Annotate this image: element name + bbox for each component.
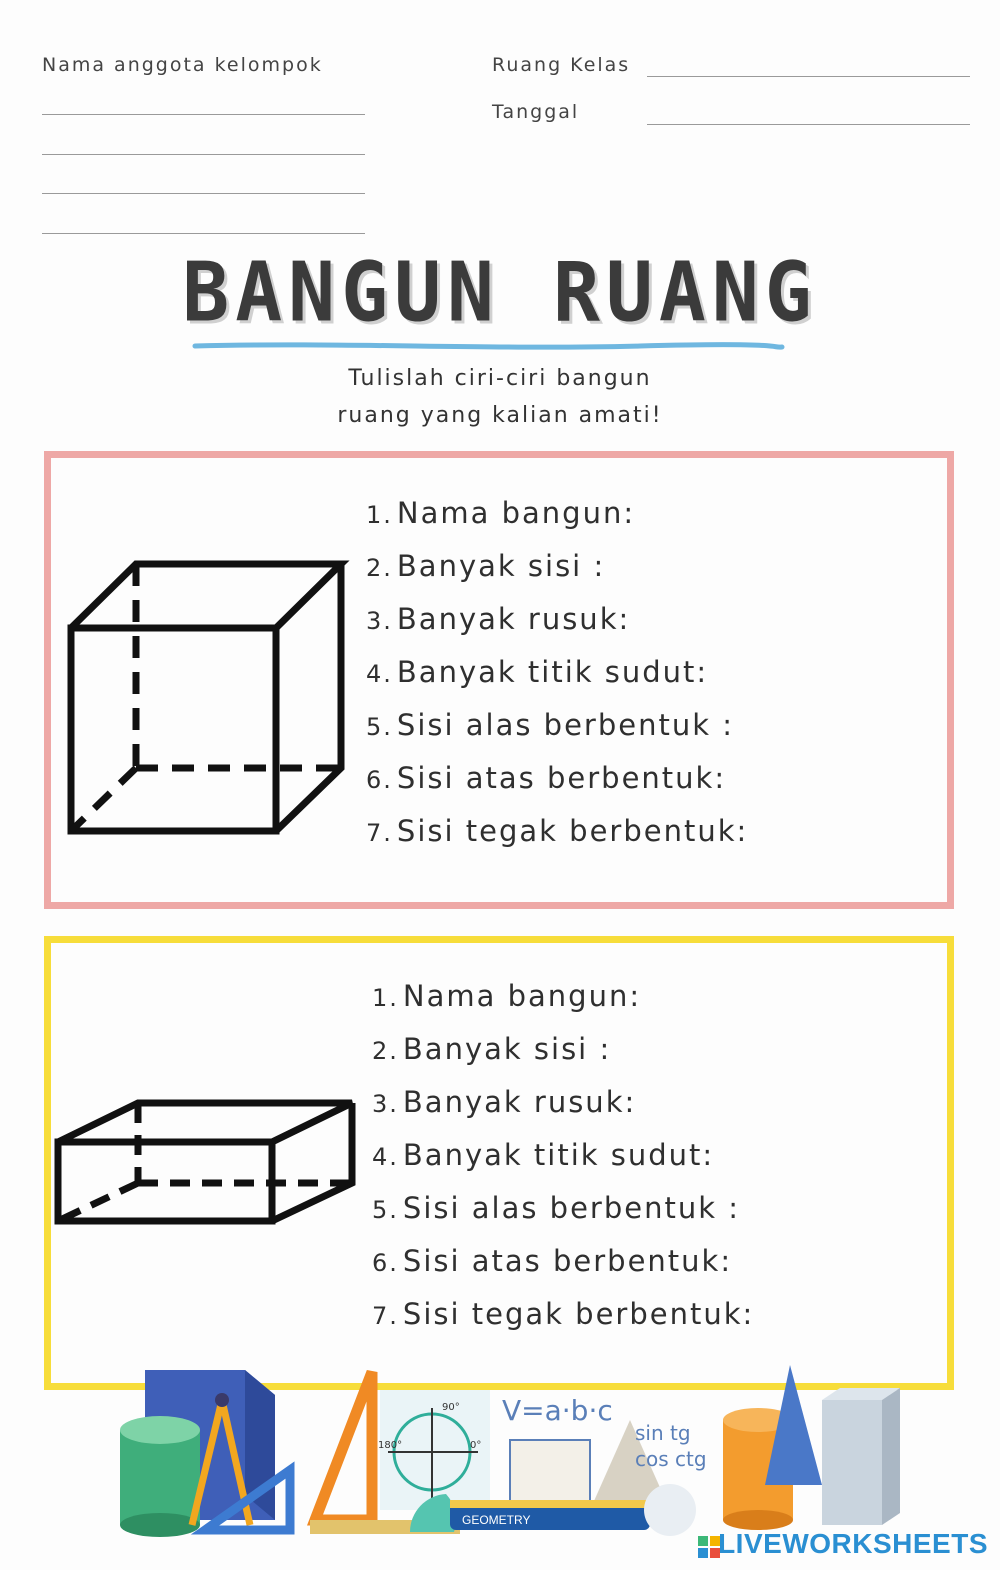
question-text: Banyak sisi : [396,549,606,583]
question-item [366,761,726,795]
member-line-3[interactable] [42,193,365,194]
trig-line-1: sin tg [635,1421,691,1445]
question-number: 6. [366,766,393,794]
question-text: Nama bangun: [396,496,636,530]
geometry-illustration [110,1360,910,1540]
question-text: Sisi tegak berbentuk: [396,814,749,848]
question-item [372,1191,740,1225]
question-item [372,1297,754,1331]
liveworksheets-logo-icon [698,1536,720,1558]
member-line-2[interactable] [42,154,365,155]
question-item [366,655,708,689]
question-number: 3. [372,1090,399,1118]
question-text: Sisi alas berbentuk : [396,708,735,742]
member-line-4[interactable] [42,233,365,234]
date-line[interactable] [647,124,970,125]
volume-formula: V=a·b·c [502,1394,613,1427]
svg-text:0°: 0° [470,1440,482,1451]
question-text: Banyak titik sudut: [396,655,709,689]
question-item [372,1244,732,1278]
svg-text:90°: 90° [442,1402,460,1413]
title-underline [190,338,790,358]
question-number: 4. [366,660,393,688]
group-members-label: Nama anggota kelompok [42,54,323,76]
question-item [366,814,748,848]
question-item [372,1138,714,1172]
question-item [366,708,734,742]
question-text: Sisi alas berbentuk : [402,1191,741,1225]
cube-drawing [60,550,360,850]
sphere-icon [644,1484,696,1536]
question-number: 2. [372,1037,399,1065]
instruction-line-1: Tulislah ciri-ciri bangun [348,366,652,391]
question-number: 5. [366,713,393,741]
member-line-1[interactable] [42,114,365,115]
svg-text:GEOMETRY: GEOMETRY [462,1513,531,1527]
page-title: BANGUN RUANG [182,245,818,341]
trig-line-2: cos ctg [635,1447,707,1471]
question-item [372,979,641,1013]
cuboid-drawing [50,1095,370,1235]
instruction-line-2: ruang yang kalian amati! [337,403,663,428]
classroom-line[interactable] [647,76,970,77]
question-number: 2. [366,554,393,582]
question-text: Banyak titik sudut: [402,1138,715,1172]
question-text: Sisi atas berbentuk: [396,761,727,795]
question-text: Banyak rusuk: [402,1085,637,1119]
classroom-label: Ruang Kelas [492,54,631,76]
question-number: 5. [372,1196,399,1224]
question-number: 7. [366,819,393,847]
question-item [372,1085,636,1119]
question-text: Banyak rusuk: [396,602,631,636]
gray-prism-icon [822,1400,882,1525]
question-text: Sisi atas berbentuk: [402,1244,733,1278]
triangle-ruler-icon [315,1372,372,1520]
question-number: 4. [372,1143,399,1171]
question-text: Banyak sisi : [402,1032,612,1066]
question-text: Sisi tegak berbentuk: [402,1297,755,1331]
green-cylinder-icon [120,1430,200,1525]
question-number: 3. [366,607,393,635]
question-number: 1. [372,984,399,1012]
question-item [372,1032,611,1066]
question-text: Nama bangun: [402,979,642,1013]
date-label: Tanggal [492,101,580,123]
question-item [366,549,605,583]
svg-text:180°: 180° [378,1440,403,1451]
question-number: 7. [372,1302,399,1330]
watermark: LIVEWORKSHEETS [718,1528,988,1559]
question-number: 6. [372,1249,399,1277]
question-item [366,602,630,636]
question-number: 1. [366,501,393,529]
question-item [366,496,635,530]
